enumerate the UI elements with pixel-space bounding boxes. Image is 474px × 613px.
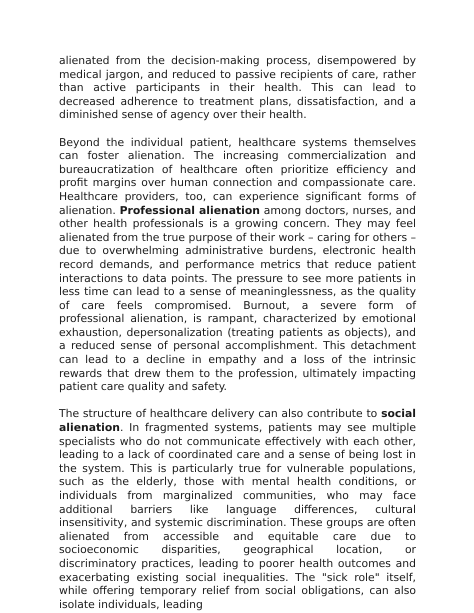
paragraph-3-text-start: The structure of healthcare delivery can also contribute to <box>59 407 382 421</box>
paragraph-2 <box>59 136 416 394</box>
paragraph-2-text-end: among doctors, nurses, and other health professionals is a growing concern. They may feel alienated from the true purpose of their work – caring for others – due to overwhelming administrative burdens, electronic health record demands, and performance metrics that reduce patient interactions to data points. The pressure to see more patients in less time can lead to a sense of meaninglessness, as the quality of care feels compromised. Burnout, a severe form of professional alienation, is rampant, characterized by emotional exhaustion, depersonalization (treating patients as objects), and a reduced sense of personal accomplishment. This detachment can lead to a decline in empathy and a loss of the intrinsic rewards that drew them to the profession, ultimately impacting patient care quality and safety. <box>59 203 416 394</box>
professional-alienation-term: Professional alienation <box>119 203 260 217</box>
social-alienation-term: social alienation <box>59 407 416 435</box>
paragraph-3-text-end: . In fragmented systems, patients may see multiple specialists who do not communicate effectively with each other, leading to a lack of coordinated care and a sense of being lost in the system. This is particularly true for vulnerable populations, such as the elderly, those with mental health conditions, or individuals from marginalized communities, who may face additional barriers like language differences, cultural insensitivity, and systemic discrimination. These groups are often alienated from accessible and equitable care due to socioeconomic disparities, geographical location, or discriminatory practices, leading to poorer health outcomes and exacerbating existing social inequalities. The "sick role" itself, while offering temporary relief from social obligations, can also isolate individuals, leading <box>59 421 416 611</box>
document-body <box>59 54 416 611</box>
paragraph-2-text-start: Beyond the individual patient, healthcare systems themselves can foster alienation. The increasing commercialization and bureaucratization of healthcare often prioritize efficiency and profit margins over human connection and compassionate care. Healthcare providers, too, can experience significant forms of alienation. <box>59 135 416 217</box>
paragraph-1-text: alienated from the decision-making process, disempowered by medical jargon, and reduced to passive recipients of care, rather than active participants in their health. This can lead to decreased adherence to treatment plans, dissatisfaction, and a diminished sense of agency over their health. <box>59 54 416 122</box>
paragraph-3 <box>59 407 416 611</box>
paragraph-1 <box>59 54 416 122</box>
